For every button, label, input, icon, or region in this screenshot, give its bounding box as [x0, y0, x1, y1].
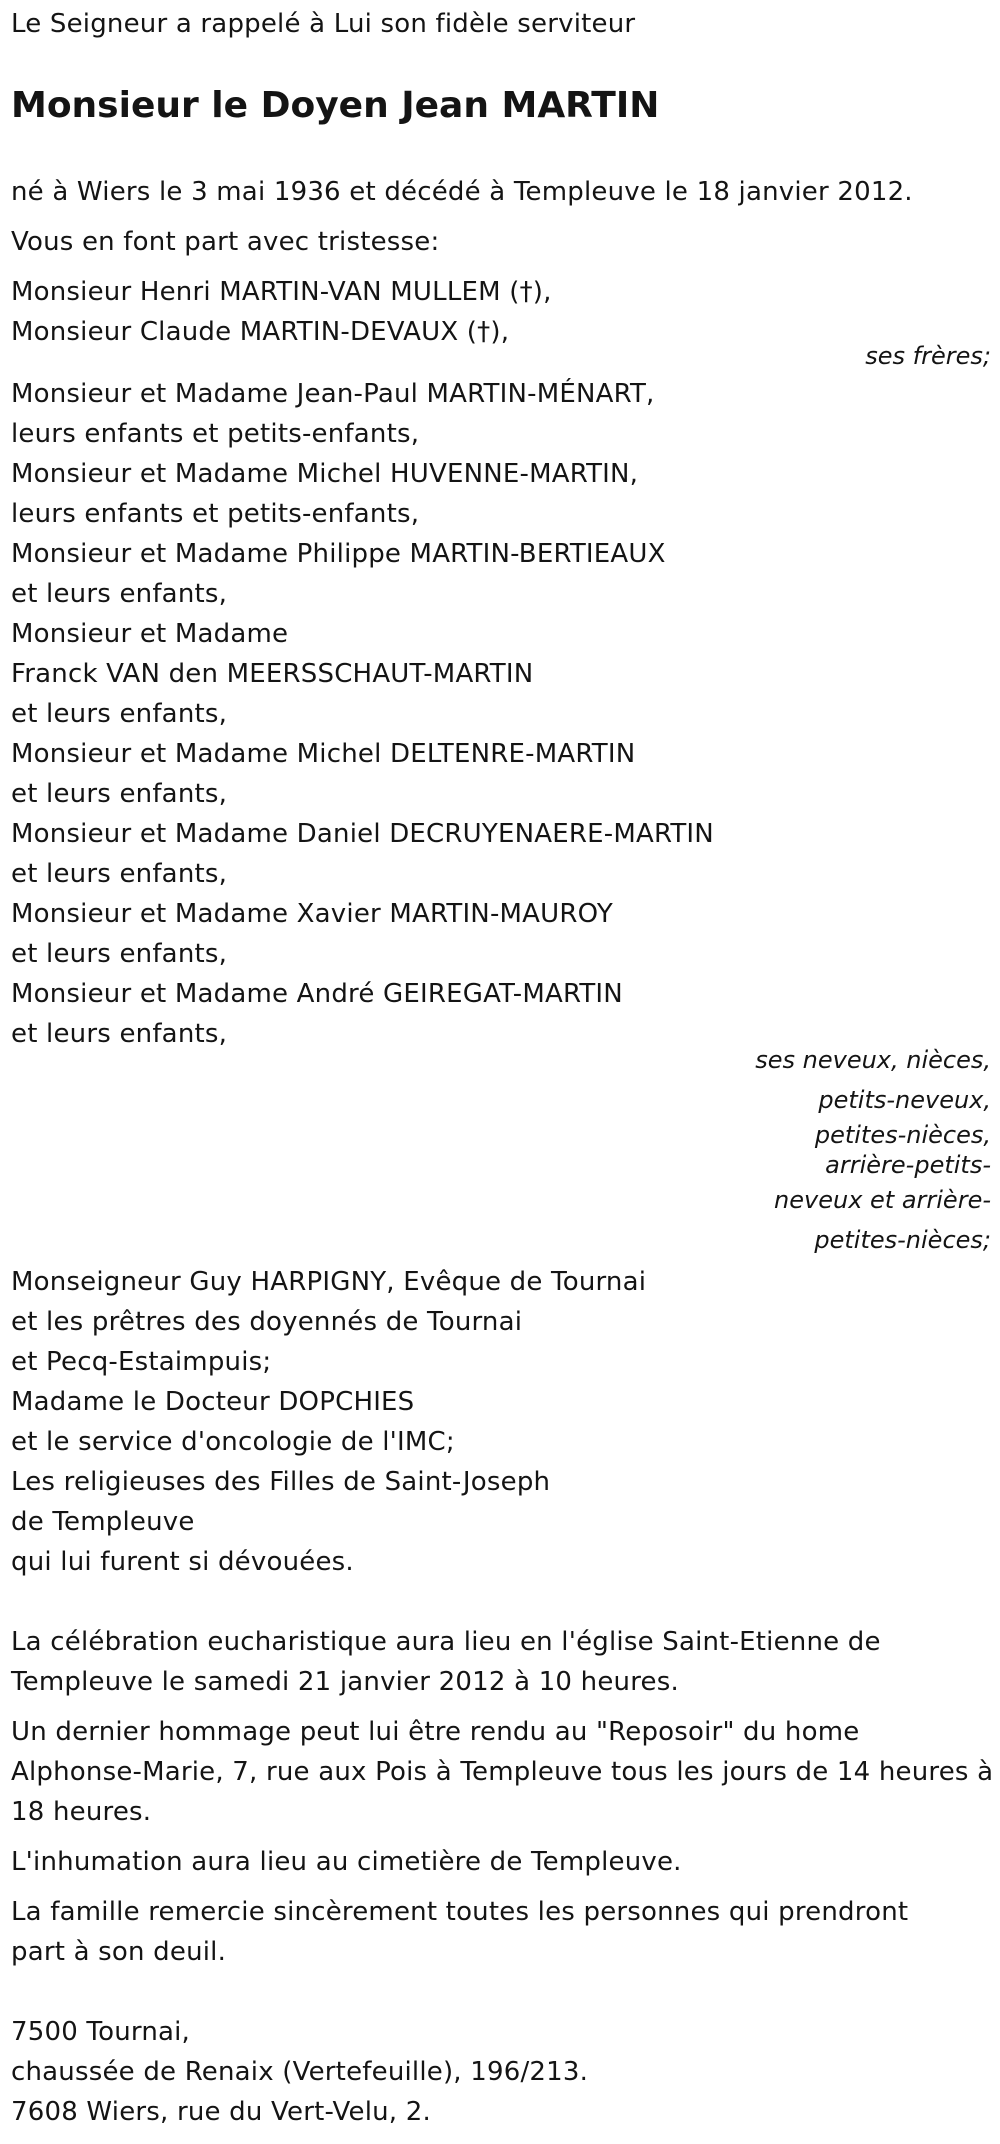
burial-text: L'inhumation aura lieu au cimetière de Templeuve.: [11, 1847, 682, 1877]
list-item: et les prêtres des doyennés de Tournai: [11, 1307, 523, 1337]
list-item: et le service d'oncologie de l'IMC;: [11, 1427, 455, 1457]
list-item: et leurs enfants,: [11, 1019, 228, 1049]
list-item: Monsieur Claude MARTIN-DEVAUX (†),: [11, 317, 510, 347]
others-list: [11, 1262, 646, 1582]
paragraph-line: part à son deuil.: [11, 1937, 227, 1967]
intro-text: Le Seigneur a rappelé à Lui son fidèle serviteur: [11, 9, 636, 39]
list-item: Madame le Docteur DOPCHIES: [11, 1387, 415, 1417]
address-line: 7608 Wiers, rue du Vert-Velu, 2.: [11, 2097, 431, 2127]
list-item: Monsieur et Madame: [11, 619, 289, 649]
paragraph-line: Alphonse-Marie, 7, rue aux Pois à Templeuve tous les jours de 14 heures à: [11, 1757, 994, 1787]
list-item: Monsieur et Madame Michel HUVENNE-MARTIN,: [11, 459, 639, 489]
addresses-block: [11, 2012, 588, 2132]
list-item: Monsieur et Madame Daniel DECRUYENAERE-MARTIN: [11, 819, 714, 849]
relation-line: petits-neveux,: [818, 1086, 991, 1114]
relation-line: ses neveux, nièces,: [755, 1046, 991, 1074]
list-item: Monsieur Henri MARTIN-VAN MULLEM (†),: [11, 277, 552, 307]
list-item: Franck VAN den MEERSSCHAUT-MARTIN: [11, 659, 534, 689]
relation-line: petites-nièces,: [814, 1121, 991, 1149]
list-item: Monsieur et Madame Michel DELTENRE-MARTIN: [11, 739, 636, 769]
family-relation: [11, 1040, 991, 1260]
address-line: 7500 Tournai,: [11, 2017, 191, 2047]
list-item: et Pecq-Estaimpuis;: [11, 1347, 272, 1377]
list-item: et leurs enfants,: [11, 859, 228, 889]
list-item: Monsieur et Madame Xavier MARTIN-MAUROY: [11, 899, 613, 929]
deceased-name: Monsieur le Doyen Jean MARTIN: [11, 85, 660, 126]
brothers-relation: ses frères;: [865, 342, 991, 370]
list-item: et leurs enfants,: [11, 579, 228, 609]
list-item: Les religieuses des Filles de Saint-Joseph: [11, 1467, 551, 1497]
list-item: et leurs enfants,: [11, 699, 228, 729]
list-item: de Templeuve: [11, 1507, 195, 1537]
paragraph-line: 18 heures.: [11, 1797, 152, 1827]
paragraph-line: La famille remercie sincèrement toutes les personnes qui prendront: [11, 1897, 909, 1927]
list-item: Monseigneur Guy HARPIGNY, Evêque de Tournai: [11, 1267, 647, 1297]
celebration-paragraph: [11, 1622, 881, 1702]
list-item: leurs enfants et petits-enfants,: [11, 499, 420, 529]
paragraph-line: La célébration eucharistique aura lieu en l'église Saint-Etienne de: [11, 1627, 881, 1657]
list-item: qui lui furent si dévouées.: [11, 1547, 354, 1577]
thanks-paragraph: [11, 1892, 908, 1972]
list-item: Monsieur et Madame Jean-Paul MARTIN-MÉNART,: [11, 379, 655, 409]
list-item: leurs enfants et petits-enfants,: [11, 419, 420, 449]
list-item: et leurs enfants,: [11, 939, 228, 969]
list-item: et leurs enfants,: [11, 779, 228, 809]
relation-line: neveux et arrière-: [774, 1186, 991, 1214]
address-line: chaussée de Renaix (Vertefeuille), 196/213.: [11, 2057, 589, 2087]
list-item: Monsieur et Madame André GEIREGAT-MARTIN: [11, 979, 623, 1009]
family-list: [11, 374, 714, 1054]
paragraph-line: Templeuve le samedi 21 janvier 2012 à 10 heures.: [11, 1667, 679, 1697]
homage-paragraph: [11, 1712, 993, 1832]
birth-death-text: né à Wiers le 3 mai 1936 et décédé à Templeuve le 18 janvier 2012.: [11, 177, 913, 207]
relation-line: petites-nièces;: [814, 1226, 991, 1254]
relation-line: arrière-petits-: [825, 1151, 991, 1179]
list-item: Monsieur et Madame Philippe MARTIN-BERTIEAUX: [11, 539, 666, 569]
paragraph-line: Un dernier hommage peut lui être rendu au "Reposoir" du home: [11, 1717, 860, 1747]
announce-text: Vous en font part avec tristesse:: [11, 227, 440, 257]
